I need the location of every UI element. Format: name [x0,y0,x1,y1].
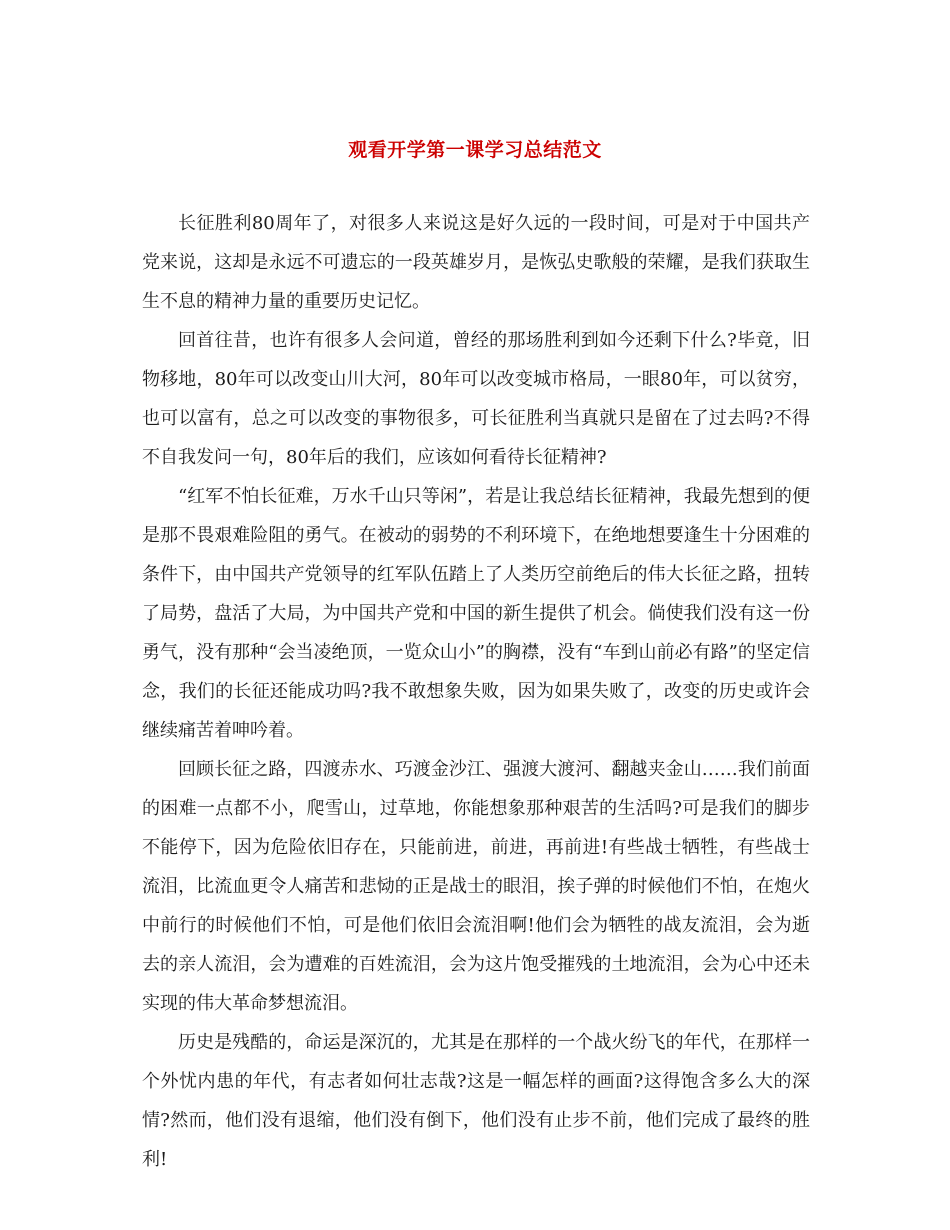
document-body [142,204,810,1179]
paragraph: 历史是残酷的，命运是深沉的，尤其是在那样的一个战火纷飞的年代，在那样一个外忧内患的年代，有志者如何壮志哉?这是一幅怎样的画面?这得饱含多么大的深情?然而，他们没有退缩，他们没有倒下，他们没有止步不前，他们完成了最终的胜利! [142,1032,810,1170]
document-title: 观看开学第一课学习总结范文 [348,139,602,161]
paragraph: 回顾长征之路，四渡赤水、巧渡金沙江、强渡大渡河、翻越夹金山……我们前面的困难一点都不小，爬雪山，过草地，你能想象那种艰苦的生活吗?可是我们的脚步不能停下，因为危险依旧存在，只能前进，前进，再前进!有些战士牺牲，有些战士流泪，比流血更令人痛苦和悲恸的正是战士的眼泪，挨子弹的时候他们不怕，在炮火中前行的时候他们不怕，可是他们依旧会流泪啊!他们会为牺牲的战友流泪，会为逝去的亲人流泪，会为遭难的百姓流泪，会为这片饱受摧残的土地流泪，会为心中还未实现的伟大革命梦想流泪。 [142,759,810,1014]
paragraph: 回首往昔，也许有很多人会问道，曾经的那场胜利到如今还剩下什么?毕竟，旧物移地，80年可以改变山川大河，80年可以改变城市格局，一眼80年，可以贫穷，也可以富有，总之可以改变的事物很多，可长征胜利当真就只是留在了过去吗?不得不自我发问一句，80年后的我们，应该如何看待长征精神? [142,330,810,468]
paragraph: “红军不怕长征难，万水千山只等闲”，若是让我总结长征精神，我最先想到的便是那不畏艰难险阻的勇气。在被动的弱势的不利环境下，在绝地想要逢生十分困难的条件下，由中国共产党领导的红军队伍踏上了人类历空前绝后的伟大长征之路，扭转了局势，盘活了大局，为中国共产党和中国的新生提供了机会。倘使我们没有这一份勇气，没有那种“会当凌绝顶，一览众山小”的胸襟，没有“车到山前必有路”的坚定信念，我们的长征还能成功吗?我不敢想象失败，因为如果失败了，改变的历史或许会继续痛苦着呻吟着。 [142,486,810,741]
paragraph: 长征胜利80周年了，对很多人来说这是好久远的一段时间，可是对于中国共产党来说，这却是永远不可遗忘的一段英雄岁月，是恢弘史歌般的荣耀，是我们获取生生不息的精神力量的重要历史记忆。 [142,213,810,312]
